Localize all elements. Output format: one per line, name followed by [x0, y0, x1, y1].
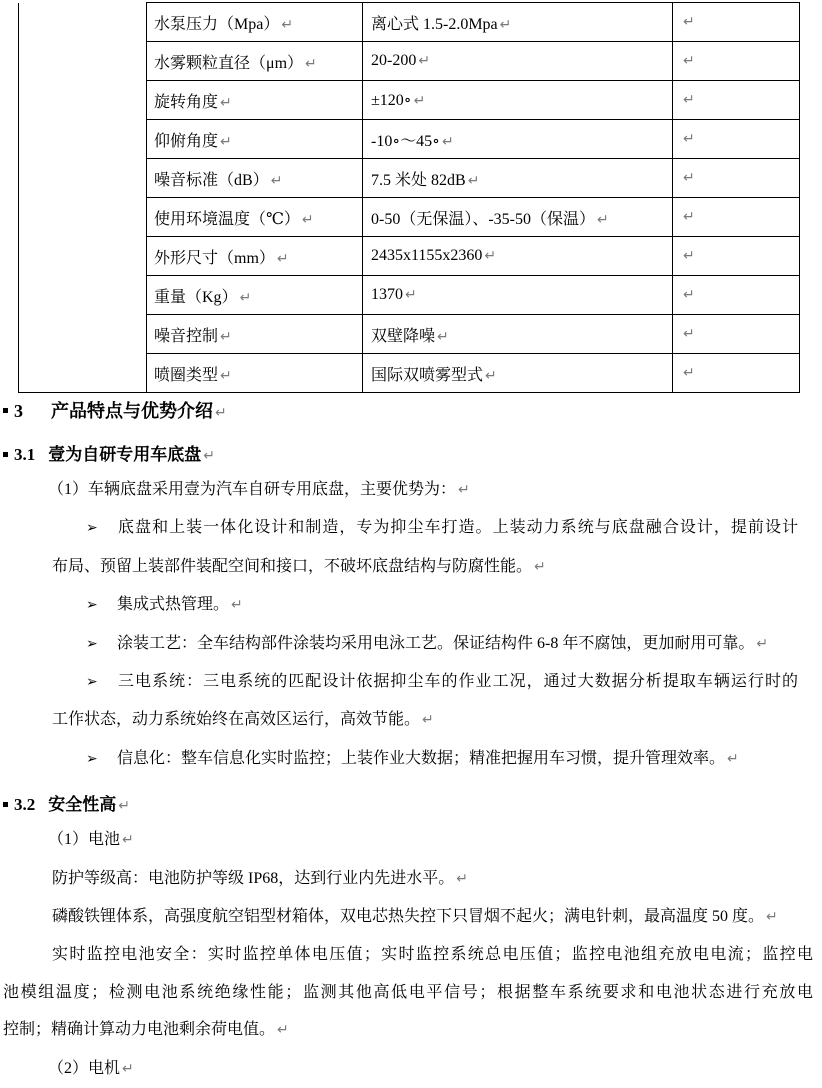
spec-value-cell: [363, 237, 673, 276]
paragraph-line: [48, 1050, 822, 1088]
bullet-arrow-icon: ➢: [86, 597, 98, 614]
heading-square-icon: [3, 802, 8, 807]
pilcrow-mark: ↵: [418, 53, 431, 69]
line-text: 工作状态，动力系统始终在高效区运行，高效节能。: [52, 711, 421, 729]
spec-label-text: 喷圈类型: [154, 366, 219, 384]
spec-label-text: 噪音控制: [154, 327, 219, 345]
pilcrow-mark: ↵: [727, 750, 739, 767]
pilcrow-mark: ↵: [277, 1022, 289, 1039]
heading-text: 壹为自研专用车底盘: [48, 445, 202, 464]
pilcrow-mark: ↵: [484, 248, 497, 264]
paragraph-line: [52, 898, 822, 936]
spec-label-cell: [147, 120, 363, 159]
spec-end-cell: [673, 237, 800, 276]
line-text: 防护等级高：电池防护等级 IP68，达到行业内先进水平。: [52, 869, 455, 887]
pilcrow-mark: ↵: [534, 558, 546, 575]
spec-label-text: 仰俯角度: [154, 132, 219, 150]
paragraph-line: [3, 936, 813, 973]
document-text-area: [0, 386, 822, 1088]
pilcrow-mark: ↵: [281, 16, 294, 33]
bullet-arrow-icon: ➢: [86, 750, 98, 767]
bullet-arrow-icon: ➢: [86, 674, 98, 691]
line-text: 实时监控电池安全：实时监控单体电压值；实时监控系统总电压值；监控电池组充放电电流；监控电: [52, 946, 813, 964]
pilcrow-mark: ↵: [597, 211, 609, 228]
spec-value-text: 0-50（无保温）、-35-50（保温）: [371, 210, 595, 228]
bullet-item: [86, 740, 822, 778]
spec-value-text: 双壁降噪: [371, 327, 436, 345]
line-text: 磷酸铁锂体系，高强度航空铝型材箱体，双电芯热失控下只冒烟不起火；满电针刺，最高温度 50 度。: [52, 908, 765, 926]
spec-label-cell: [147, 276, 363, 315]
heading-number: 3.2: [14, 795, 36, 815]
pilcrow-mark: ↵: [239, 289, 252, 306]
spec-end-cell: [673, 3, 800, 42]
spec-label-cell: [147, 81, 363, 120]
line-text: （1）电池: [48, 831, 121, 849]
heading-square-icon: [3, 452, 8, 457]
spec-label-text: 外形尺寸（mm）: [154, 249, 275, 267]
spec-table: [18, 2, 800, 393]
line-text: （2）电机: [48, 1059, 121, 1077]
paragraph-line: [52, 860, 822, 898]
spec-value-text: 1370: [371, 286, 403, 303]
spec-value-cell: [363, 120, 673, 159]
pilcrow-mark: ↵: [305, 55, 317, 72]
pilcrow-mark: ↵: [683, 170, 695, 186]
spec-label-text: 噪音标准（dB）: [154, 171, 269, 189]
line-text: 三电系统：三电系统的匹配设计依据抑尘车的作业工况，通过大数据分析提取车辆运行时的: [117, 673, 798, 691]
paragraph-line: [52, 548, 822, 586]
spec-value-text: 离心式 1.5-2.0Mpa: [371, 15, 498, 33]
spec-label-cell: [147, 159, 363, 198]
bullet-item: [86, 509, 798, 547]
bullet-item: [86, 586, 822, 624]
pilcrow-mark: ↵: [422, 712, 434, 729]
spec-label-text: 重量（Kg）: [154, 288, 238, 306]
heading-text: 产品特点与优势介绍: [51, 401, 213, 421]
spec-value-text: ±120∘: [371, 92, 412, 109]
line-text: 信息化：整车信息化实时监控；上装作业大数据；精准把握用车习惯，提升管理效率。: [117, 749, 726, 767]
pilcrow-mark: ↵: [756, 635, 769, 652]
pilcrow-mark: ↵: [220, 133, 232, 150]
pilcrow-mark: ↵: [485, 367, 497, 384]
pilcrow-mark: ↵: [220, 94, 232, 111]
pilcrow-mark: ↵: [683, 365, 695, 381]
pilcrow-mark: ↵: [683, 326, 695, 342]
bullet-arrow-icon: ➢: [86, 520, 98, 537]
section-heading: [3, 396, 822, 428]
spec-label-text: 水泵压力（Mpa）: [154, 15, 280, 33]
pilcrow-mark: ↵: [458, 482, 470, 498]
paragraph-line: [48, 471, 822, 509]
spec-end-cell: [673, 120, 800, 159]
bullet-item: [86, 625, 822, 663]
pilcrow-mark: ↵: [499, 16, 512, 33]
pilcrow-mark: ↵: [231, 597, 243, 614]
pilcrow-mark: ↵: [220, 328, 232, 345]
line-text: 集成式热管理。: [117, 596, 230, 614]
pilcrow-mark: ↵: [413, 93, 426, 109]
line-text: 底盘和上装一体化设计和制造，专为抑尘车打造。上装动力系统与底盘融合设计，提前设计: [117, 519, 798, 537]
pilcrow-mark: ↵: [276, 250, 289, 267]
pilcrow-mark: ↵: [118, 798, 130, 815]
paragraph-line: [3, 974, 813, 1011]
pilcrow-mark: ↵: [467, 172, 480, 189]
spec-label-cell: [147, 198, 363, 237]
pilcrow-mark: ↵: [220, 367, 232, 384]
spec-label-cell: [147, 42, 363, 81]
spec-value-cell: [363, 315, 673, 354]
section-heading: [3, 440, 822, 471]
spec-label-cell: [147, 237, 363, 276]
spec-label-text: 水雾颗粒直径（μm）: [154, 54, 304, 72]
spec-end-cell: [673, 81, 800, 120]
pilcrow-mark: ↵: [683, 92, 695, 108]
pilcrow-mark: ↵: [683, 248, 695, 264]
spec-value-cell: [363, 159, 673, 198]
line-text: 控制；精确计算动力电池剩余荷电值。: [3, 1021, 276, 1039]
heading-number: 3.1: [14, 445, 36, 464]
pilcrow-mark: ↵: [215, 405, 227, 421]
spec-value-cell: [363, 276, 673, 315]
pilcrow-mark: ↵: [683, 14, 695, 30]
spec-value-cell: [363, 81, 673, 120]
spec-label-text: 旋转角度: [154, 93, 219, 111]
spec-value-cell: [363, 198, 673, 237]
spec-label-cell: [147, 3, 363, 42]
pilcrow-mark: ↵: [456, 870, 468, 887]
heading-number: 3: [14, 401, 23, 421]
pilcrow-mark: ↵: [270, 172, 283, 189]
pilcrow-mark: ↵: [683, 209, 695, 225]
spec-value-text: 2435x1155x2360: [371, 247, 483, 264]
spec-end-cell: [673, 159, 800, 198]
line-text: （1）车辆底盘采用壹为汽车自研专用底盘，主要优势为：: [48, 481, 457, 498]
pilcrow-mark: ↵: [766, 909, 778, 926]
table-row: [19, 3, 800, 42]
heading-text: 安全性高: [48, 795, 117, 815]
pilcrow-mark: ↵: [683, 287, 695, 303]
pilcrow-mark: ↵: [203, 448, 215, 464]
spec-value-text: 20-200: [371, 52, 417, 69]
spec-end-cell: [673, 315, 800, 354]
pilcrow-mark: ↵: [122, 1060, 134, 1077]
spec-value-text: 国际双喷雾型式: [371, 366, 484, 384]
spec-empty-left-cell: [19, 3, 147, 393]
spec-label-cell: [147, 315, 363, 354]
pilcrow-mark: ↵: [442, 133, 454, 150]
spec-end-cell: [673, 42, 800, 81]
spec-value-text: -10∘～45∘: [371, 132, 441, 150]
line-text: 池模组温度；检测电池系统绝缘性能；监测其他高低电平信号；根据整车系统要求和电池状态进行充放电: [3, 983, 813, 1001]
paragraph-line: [3, 1011, 822, 1049]
pilcrow-mark: ↵: [301, 211, 314, 228]
pilcrow-mark: ↵: [683, 131, 695, 147]
spec-end-cell: [673, 276, 800, 315]
paragraph-line: [48, 821, 822, 859]
pilcrow-mark: ↵: [683, 53, 695, 69]
bullet-arrow-icon: ➢: [86, 635, 98, 652]
line-text: 布局、预留上装部件装配空间和接口，不破坏底盘结构与防腐性能。: [52, 557, 533, 575]
spec-table-body: [19, 3, 800, 393]
section-heading: [3, 790, 822, 821]
pilcrow-mark: ↵: [122, 832, 134, 849]
bullet-item: [86, 663, 798, 701]
spec-label-text: 使用环境温度（℃）: [154, 210, 300, 228]
spec-value-cell: [363, 3, 673, 42]
line-text: 涂装工艺：全车结构部件涂装均采用电泳工艺。保证结构件 6-8 年不腐蚀，更加耐用可靠。: [117, 634, 755, 652]
spec-value-text: 7.5 米处 82dB: [371, 171, 466, 189]
pilcrow-mark: ↵: [405, 287, 417, 303]
heading-square-icon: [3, 408, 8, 413]
spec-end-cell: [673, 198, 800, 237]
pilcrow-mark: ↵: [437, 328, 449, 345]
paragraph-line: [52, 701, 822, 739]
spec-value-cell: [363, 42, 673, 81]
